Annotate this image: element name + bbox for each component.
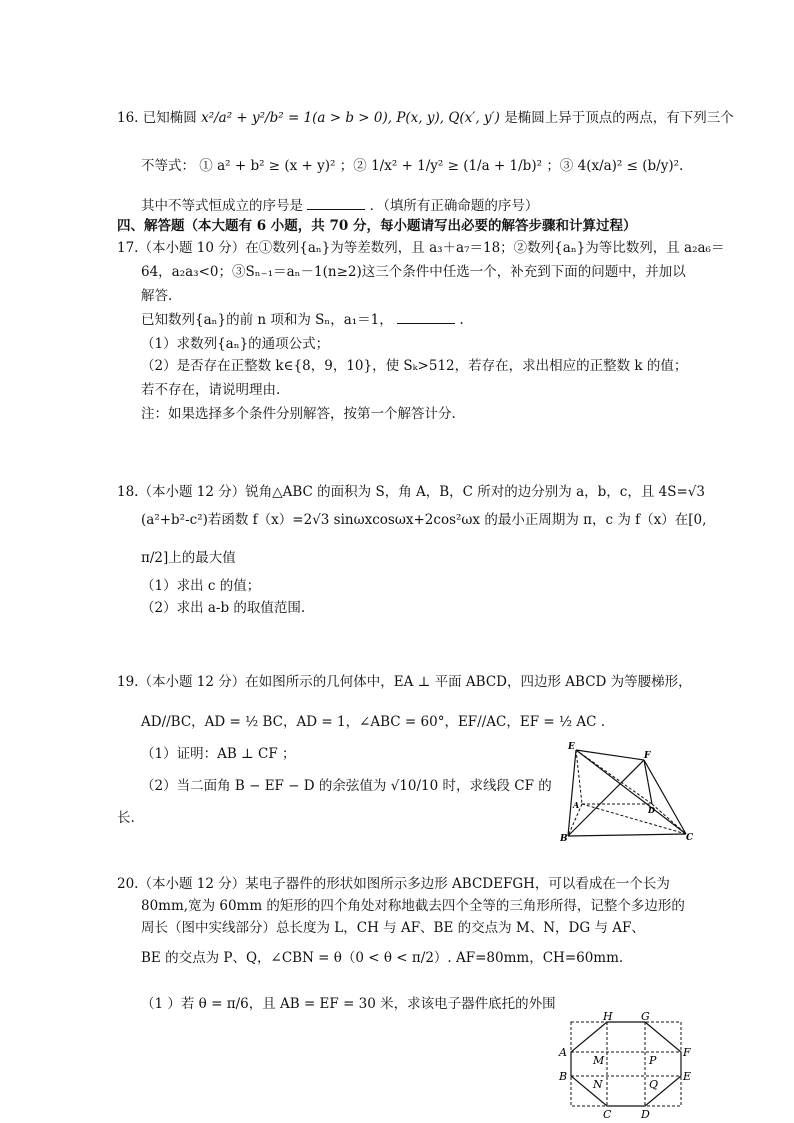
- q17-given-end: .: [459, 312, 464, 328]
- q19-part2: （2）当二面角 B − EF − D 的余弦值为 √10/10 时，求线段 CF 的: [141, 778, 552, 794]
- q17-note: 注：如果选择多个条件分别解答，按第一个解答计分.: [141, 406, 456, 422]
- q19-line1: 19.（本小题 12 分）在如图所示的几何体中，EA ⊥ 平面 ABCD，四边形 ABCD 为等腰梯形，: [117, 674, 692, 690]
- q16-ask: 其中不等式恒成立的序号是: [141, 198, 303, 214]
- q20-part1: （1 ）若 θ = π/6，且 AB = EF = 30 米，求该电子器件底托的外围: [141, 996, 556, 1012]
- q20-label-q: Q: [649, 1078, 659, 1091]
- q20-label-p: P: [649, 1054, 657, 1067]
- q16-ask-tail: ．（填所有正确命题的序号）: [369, 198, 539, 214]
- section-4-header: 四、解答题（本大题有 6 小题，共 70 分，每小题请写出必要的解答步骤和计算过程）: [117, 218, 637, 234]
- q17-line3: 解答.: [141, 288, 173, 304]
- q16-line3: [141, 196, 538, 216]
- q20-label-f: F: [683, 1046, 691, 1059]
- q19-label-b: B: [560, 834, 568, 842]
- q16-line2: [141, 156, 683, 176]
- q20-label-c: C: [603, 1108, 612, 1120]
- q16-answer-blank[interactable]: [307, 197, 365, 210]
- q17-part1: （1）求数列{aₙ}的通项公式；: [141, 336, 330, 352]
- q16-ineq-label: 不等式：: [141, 158, 195, 174]
- q20-label-d: D: [641, 1108, 650, 1120]
- q16-number: 16.: [117, 110, 139, 126]
- q20-octagon-figure: [555, 1012, 695, 1120]
- q17-line4: [141, 310, 464, 330]
- q18-line2: (a²+b²-c²)若函数 f（x）=2√3 sinωxcosωx+2cos²ωx 的最小正周期为 π，c 为 f（x）在[0,: [141, 512, 707, 528]
- q20-label-h: H: [603, 1012, 613, 1023]
- q19-part2b: 长.: [117, 810, 135, 826]
- q19-label-e: E: [568, 742, 575, 752]
- q16-ineq2: ；② 1/x² + 1/y² ≥ (1/a + 1/b)²: [339, 158, 543, 174]
- q19-label-a: A: [573, 800, 580, 810]
- q17-given: 已知数列{aₙ}的前 n 项和为 Sₙ，a₁＝1，: [141, 312, 393, 328]
- q19-label-c: C: [686, 833, 694, 842]
- q20-label-g: G: [641, 1012, 650, 1023]
- q20-line1: 20.（本小题 12 分）某电子器件的形状如图所示多边形 ABCDEFGH，可以看成在一个长为: [117, 876, 670, 892]
- q19-label-d: D: [648, 805, 655, 815]
- q16-text-a: 已知椭圆: [142, 110, 197, 126]
- q20-label-b: B: [559, 1070, 568, 1083]
- q18-line3: π/2]上的最大值: [141, 550, 236, 566]
- q20-line4: BE 的交点为 P、Q，∠CBN = θ（0 < θ < π/2）. AF=80mm，CH=60mm.: [141, 950, 624, 966]
- q17-line1: 17.（本小题 10 分）在①数列{aₙ}为等差数列，且 a₃＋a₇＝18；②数列{aₙ}为等比数列，且 a₂a₆＝: [117, 240, 725, 256]
- q20-label-e: E: [683, 1070, 692, 1083]
- q16-ineq3: ；③ 4(x/a)² ≤ (b/y)².: [546, 158, 684, 174]
- q18-part2: （2）求出 a-b 的取值范围.: [141, 600, 306, 616]
- q19-geometry-figure: [560, 740, 700, 842]
- q16-text-b: 是椭圆上异于顶点的两点，有下列三个: [504, 110, 734, 126]
- q17-part2b: 若不存在，请说明理由.: [141, 382, 281, 398]
- q16-ellipse: x²/a² + y²/b² = 1(a > b > 0), P(x, y), Q(x′, y′): [201, 110, 500, 126]
- q20-label-m: M: [593, 1054, 605, 1067]
- q19-line2: AD//BC，AD = ½ BC，AD = 1，∠ABC = 60°，EF//AC，EF = ½ AC .: [141, 714, 606, 730]
- q16-ineq1: ① a² + b² ≥ (x + y)²: [199, 158, 336, 174]
- q18-line1: 18.（本小题 12 分）锐角△ABC 的面积为 S，角 A，B，C 所对的边分别为 a，b，c，且 4S=√3: [117, 484, 705, 500]
- q16-line1: [117, 108, 734, 128]
- q20-label-a: A: [559, 1046, 567, 1059]
- q18-part1: （1）求出 c 的值；: [141, 578, 261, 594]
- q19-label-f: F: [644, 751, 651, 761]
- q20-line2: 80mm,宽为 60mm 的矩形的四个角处对称地截去四个全等的三角形所得，记整个多边形的: [141, 898, 685, 914]
- q19-part1: （1）证明：AB ⊥ CF ；: [141, 746, 296, 762]
- q17-part2: （2）是否存在正整数 k∈{8，9，10}，使 Sₖ>512，若存在，求出相应的正整数 k 的值；: [141, 358, 688, 374]
- q17-condition-blank[interactable]: [397, 311, 455, 324]
- q17-line2: 64，a₂a₃<0；③Sₙ₋₁＝aₙ－1(n≥2)这三个条件中任选一个，补充到下面的问题中，并加以: [141, 264, 686, 280]
- q20-label-n: N: [593, 1078, 603, 1091]
- q20-line3: 周长（图中实线部分）总长度为 L，CH 与 AF、BE 的交点为 M、N，DG 与 AF、: [141, 920, 645, 936]
